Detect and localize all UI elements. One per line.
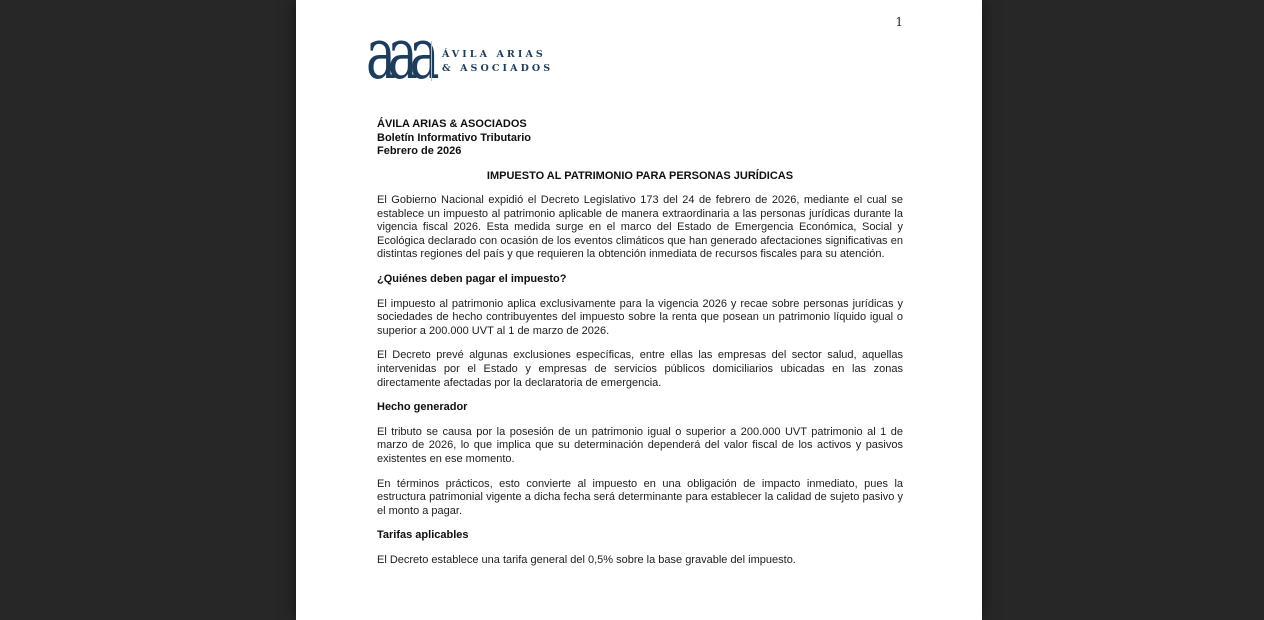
- firm-name-line1: ÁVILA ARIAS: [442, 49, 546, 60]
- firm-name-line2: & ASOCIADOS: [442, 62, 554, 74]
- paragraph: El Decreto prevé algunas exclusiones específicas, entre ellas las empresas del sector salud, aquellas intervenidas por el Estado y empresas de servicios públicos domiciliarios ubicadas en las zonas directamente afectadas por la declaratoria de emergencia.: [377, 349, 903, 389]
- page-number: 1: [895, 15, 903, 29]
- firm-name: [442, 48, 553, 75]
- intro-paragraph: El Gobierno Nacional expidió el Decreto Legislativo 173 del 24 de febrero de 2026, mediante el cual se establece un impuesto al patrimonio aplicable de manera extraordinaria a las personas jurídicas durante la vigencia fiscal 2026. Esta medida surge en el marco del Estado de Emergencia Económica, Social y Ecológica declarado con ocasión de los eventos climáticos que han generado afectaciones significativas en distintas regiones del país y que requieren la obtención inmediata de recursos fiscales para su atención.: [377, 194, 903, 261]
- section-heading-hecho-generador: Hecho generador: [377, 401, 468, 414]
- section-heading-tarifas: Tarifas aplicables: [377, 529, 469, 542]
- section-heading-quienes: ¿Quiénes deben pagar el impuesto?: [377, 273, 567, 286]
- firm-monogram-icon: aaa: [366, 13, 432, 95]
- bulletin-header-type: Boletín Informativo Tributario: [377, 131, 532, 144]
- bulletin-header: [377, 118, 903, 159]
- document-title: IMPUESTO AL PATRIMONIO PARA PERSONAS JURÍDICAS: [486, 169, 794, 182]
- paragraph: En términos prácticos, esto convierte al impuesto en una obligación de impacto inmediato, pues la estructura patrimonial vigente a dicha fecha será determinante para establecer la calidad de sujeto pasivo y el monto a pagar.: [377, 477, 903, 517]
- paragraph: El impuesto al patrimonio aplica exclusivamente para la vigencia 2026 y recae sobre personas jurídicas y sociedades de hecho contribuyentes del impuesto sobre la renta que posean un patrimonio líquido igual o superior a 200.000 UVT al 1 de marzo de 2026.: [377, 297, 903, 337]
- paragraph: El Decreto establece una tarifa general del 0,5% sobre la base gravable del impuesto.: [377, 553, 796, 566]
- bulletin-header-firm: ÁVILA ARIAS & ASOCIADOS: [377, 118, 527, 130]
- firm-logo: [366, 13, 903, 95]
- logo-divider: [431, 41, 432, 81]
- bulletin-header-date: Febrero de 2026: [377, 145, 462, 157]
- document-page: [296, 0, 982, 620]
- paragraph: El tributo se causa por la posesión de un patrimonio igual o superior a 200.000 UVT patrimonio al 1 de marzo de 2026, lo que implica que su determinación dependerá del valor fiscal de los activos y pasivos existentes en ese momento.: [377, 425, 903, 465]
